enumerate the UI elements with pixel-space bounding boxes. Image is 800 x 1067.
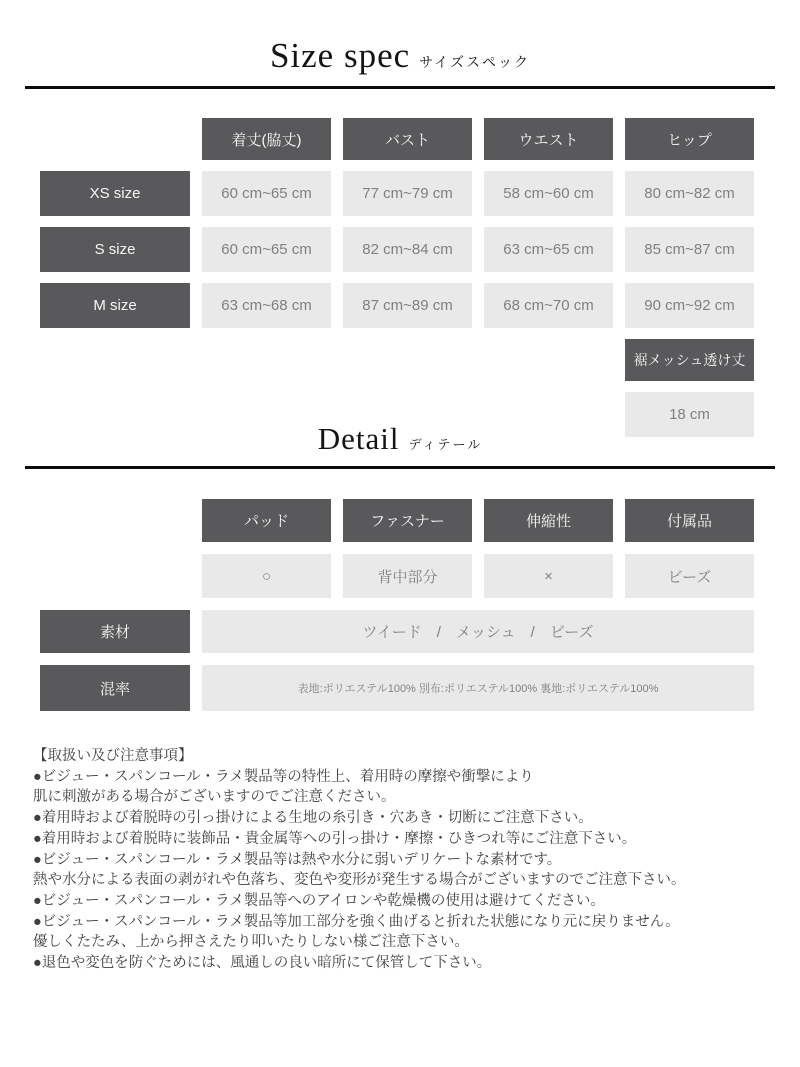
detail-title xyxy=(0,421,800,457)
material-value: ツイード / メッシュ / ビーズ xyxy=(202,610,754,653)
column-header-hip: ヒップ xyxy=(625,118,754,160)
hem-mesh-header: 裾メッシュ透け丈 xyxy=(625,339,754,381)
notice-line: ●ビジュー・スパンコール・ラメ製品等は熱や水分に弱いデリケートな素材です。 xyxy=(33,851,562,868)
table-cell: 90 cm~92 cm xyxy=(625,283,754,328)
detail-title-en: Detail xyxy=(317,421,400,456)
notice-line: 肌に刺激がある場合がございますのでご注意ください。 xyxy=(33,789,396,806)
column-header-accessory: 付属品 xyxy=(625,499,754,542)
table-cell: 80 cm~82 cm xyxy=(625,171,754,216)
column-header-length: 着丈(脇丈) xyxy=(202,118,331,160)
column-header-waist: ウエスト xyxy=(484,118,613,160)
notice-line: ●ビジュー・スパンコール・ラメ製品等加工部分を強く曲げると折れた状態になり元に戻りません。 xyxy=(33,913,680,930)
row-label-s: S size xyxy=(40,227,190,272)
notice-line: ●退色や変色を防ぐためには、風通しの良い暗所にて保管して下さい。 xyxy=(33,955,492,972)
blend-value: 表地:ポリエステル100% 別布:ポリエステル100% 裏地:ポリエステル100% xyxy=(202,665,754,711)
spacer-cell xyxy=(40,118,190,160)
column-header-bust: バスト xyxy=(343,118,472,160)
table-cell: 77 cm~79 cm xyxy=(343,171,472,216)
spacer-cell xyxy=(40,339,613,381)
table-cell: 63 cm~65 cm xyxy=(484,227,613,272)
size-spec-title-ja: サイズスペック xyxy=(419,56,531,71)
notice-line: ●ビジュー・スパンコール・ラメ製品等の特性上、着用時の摩擦や衝撃により xyxy=(33,768,534,785)
table-cell: 63 cm~68 cm xyxy=(202,283,331,328)
notice-line: ●ビジュー・スパンコール・ラメ製品等へのアイロンや乾燥機の使用は避けてください。 xyxy=(33,892,605,909)
size-table xyxy=(40,118,754,437)
size-spec-title xyxy=(0,36,800,76)
notice-line: 優しくたたみ、上から押さえたり叩いたりしない様ご注意下さい。 xyxy=(33,934,469,951)
table-cell: 58 cm~60 cm xyxy=(484,171,613,216)
table-cell: 68 cm~70 cm xyxy=(484,283,613,328)
detail-title-ja: ディテール xyxy=(408,437,483,452)
table-cell: 87 cm~89 cm xyxy=(343,283,472,328)
detail-cell-pad: ○ xyxy=(202,554,331,598)
column-header-pad: パッド xyxy=(202,499,331,542)
row-label-m: M size xyxy=(40,283,190,328)
column-header-fastener: ファスナー xyxy=(343,499,472,542)
table-cell: 85 cm~87 cm xyxy=(625,227,754,272)
notice-heading: 【取扱い及び注意事項】 xyxy=(33,748,193,764)
notice-line: ●着用時および着脱時に装飾品・貴金属等への引っ掛け・摩擦・ひきつれ等にご注意下さい。 xyxy=(33,830,637,847)
table-cell: 60 cm~65 cm xyxy=(202,227,331,272)
hem-mesh-value: 18 cm xyxy=(625,392,754,437)
detail-cell-fastener: 背中部分 xyxy=(343,554,472,598)
row-label-blend: 混率 xyxy=(40,665,190,711)
size-spec-title-en: Size spec xyxy=(269,36,411,75)
spacer-cell xyxy=(40,554,190,598)
notice-line: 熱や水分による表面の剥がれや色落ち、変色や変形が発生する場合がございますのでご注意下さい。 xyxy=(33,872,686,889)
handling-notice xyxy=(33,746,778,974)
column-header-stretch: 伸縮性 xyxy=(484,499,613,542)
table-cell: 82 cm~84 cm xyxy=(343,227,472,272)
table-cell: 60 cm~65 cm xyxy=(202,171,331,216)
divider-line xyxy=(25,86,775,89)
detail-cell-accessory: ビーズ xyxy=(625,554,754,598)
divider-line xyxy=(25,466,775,469)
spacer-cell xyxy=(40,499,190,542)
detail-table xyxy=(40,499,754,711)
row-label-material: 素材 xyxy=(40,610,190,653)
notice-line: ●着用時および着脱時の引っ掛けによる生地の糸引き・穴あき・切断にご注意下さい。 xyxy=(33,810,593,827)
row-label-xs: XS size xyxy=(40,171,190,216)
detail-cell-stretch: × xyxy=(484,554,613,598)
